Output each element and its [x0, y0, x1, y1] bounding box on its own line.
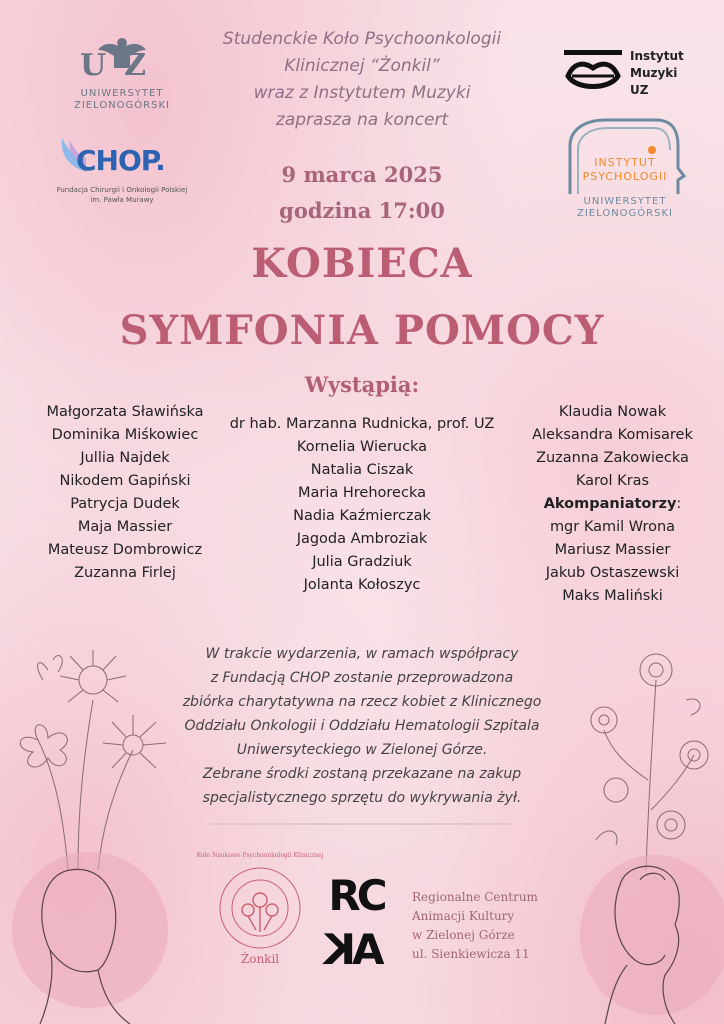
performers-column-3 — [505, 401, 720, 608]
woman-face-left-decoration — [10, 850, 180, 1024]
description-line: W trakcie wydarzenia, w ramach współpracy — [205, 646, 519, 662]
performer-name: Mateusz Dombrowicz — [47, 542, 203, 558]
venue-line: Animacji Kultury — [412, 909, 515, 923]
instytut-psychologii-logo — [560, 116, 690, 222]
description-line: Zebrane środki zostaną przekazane na zakup — [202, 766, 522, 782]
performer-name: Natalia Ciszak — [310, 462, 414, 478]
instytut-muzyki-text — [630, 48, 684, 99]
uz-name-line1: UNIWERSYTET — [80, 88, 164, 99]
zonkil-arc-text: Koło Naukowe Psychoonkologii Klinicznej — [196, 852, 324, 859]
event-date: 9 marca 2025 — [281, 162, 443, 187]
accompanists-heading — [505, 493, 720, 516]
chop-name: CHOP. — [76, 144, 165, 177]
chop-subtitle-line1: Fundacja Chirurgii i Onkologii Polskiej — [56, 186, 188, 194]
performer-name: Aleksandra Komisarek — [532, 427, 693, 443]
description-line: Uniwersyteckiego w Zielonej Górze. — [236, 742, 488, 758]
event-datetime — [180, 157, 544, 229]
intro-line1: Studenckie Koło Psychoonkologii — [222, 29, 502, 49]
performer-name: Jolanta Kołoszyc — [303, 577, 421, 593]
performer-name: Karol Kras — [575, 473, 650, 489]
instytut-muzyki-line1: Instytut — [630, 49, 684, 63]
venue-line: Regionalne Centrum — [412, 890, 538, 904]
intro-line2: Klinicznej “Żonkil” — [284, 56, 440, 76]
instytut-psychologii-line1: INSTYTUT — [594, 156, 656, 169]
uz-logo — [62, 34, 182, 114]
performer-name: Zuzanna Firlej — [74, 565, 176, 581]
title-line2: SYMFONIA POMOCY — [119, 307, 605, 354]
performers-column-2 — [212, 413, 512, 597]
instytut-psychologii-line3: UNIWERSYTET — [583, 196, 667, 207]
zonkil-name: Żonkil — [240, 952, 280, 966]
performer-name: Jullia Najdek — [80, 450, 170, 466]
instytut-muzyki-line2: Muzyki — [630, 66, 678, 80]
intro-text — [180, 26, 544, 134]
performer-name: Kornelia Wierucka — [296, 439, 428, 455]
accompanists-colon: : — [676, 496, 682, 512]
intro-line3: wraz z Instytutem Muzyki — [253, 83, 471, 103]
instytut-muzyki-line3: UZ — [630, 83, 649, 97]
performer-name: Julia Gradziuk — [312, 554, 412, 570]
instytut-psychologii-line4: ZIELONOGÓRSKI — [577, 208, 673, 219]
chop-logo — [52, 134, 192, 210]
performer-name: Nikodem Gapiński — [59, 473, 191, 489]
rcak-line1: RC — [328, 871, 384, 920]
section-divider — [210, 823, 514, 825]
floral-right-decoration — [576, 640, 721, 870]
venue-address — [412, 888, 572, 964]
performer-name: Małgorzata Sławińska — [46, 404, 204, 420]
title-line1: KOBIECA — [251, 240, 473, 287]
rcak-logo — [326, 872, 386, 984]
performer-name: Patrycja Dudek — [70, 496, 180, 512]
instytut-psychologii-line2: PSYCHOLOGII — [582, 170, 668, 183]
performer-name: dr hab. Marzanna Rudnicka, prof. UZ — [229, 416, 495, 432]
daffodil-emblem-icon — [218, 866, 302, 950]
venue-line: w Zielonej Górze — [412, 928, 515, 942]
zonkil-logo — [196, 852, 324, 966]
charity-description — [150, 642, 574, 810]
description-line: Oddziału Onkologii i Oddziału Hematologii Szpitala — [184, 718, 540, 734]
accompanist-name: Jakub Ostaszewski — [545, 565, 680, 581]
chop-subtitle-line2: im. Pawła Murawy — [90, 196, 154, 204]
intro-line4: zaprasza na koncert — [275, 110, 449, 130]
performer-name: Dominika Miśkowiec — [51, 427, 199, 443]
accompanist-name: Mariusz Massier — [554, 542, 671, 558]
accompanists-label: Akompaniatorzy — [543, 496, 677, 512]
performer-name: Maria Hrehorecka — [298, 485, 426, 501]
performers-heading: Wystąpią: — [304, 372, 420, 397]
rcak-line2: AK — [327, 925, 385, 974]
description-line: zbiórka charytatywna na rzecz kobiet z Klinicznego — [182, 694, 542, 710]
performer-name: Zuzanna Zakowiecka — [536, 450, 689, 466]
performer-name: Nadia Kaźmierczak — [293, 508, 431, 524]
description-line: z Fundacją CHOP zostanie przeprowadzona — [210, 670, 514, 686]
uz-mark: UZ — [79, 48, 165, 83]
venue-line: ul. Sienkiewicza 11 — [412, 947, 530, 961]
performer-name: Klaudia Nowak — [558, 404, 667, 420]
performer-name: Jagoda Ambroziak — [296, 531, 428, 547]
uz-name-line2: ZIELONOGÓRSKI — [74, 100, 170, 111]
woman-face-right-decoration — [565, 850, 724, 1024]
accompanist-name: mgr Kamil Wrona — [549, 519, 676, 535]
lips-icon — [562, 48, 624, 94]
performer-name: Maja Massier — [77, 519, 173, 535]
accompanist-name: Maks Maliński — [562, 588, 663, 604]
event-time: godzina 17:00 — [279, 198, 445, 223]
description-line: specjalistycznego sprzętu do wykrywania żył. — [202, 790, 522, 806]
performers-column-1 — [10, 401, 240, 585]
